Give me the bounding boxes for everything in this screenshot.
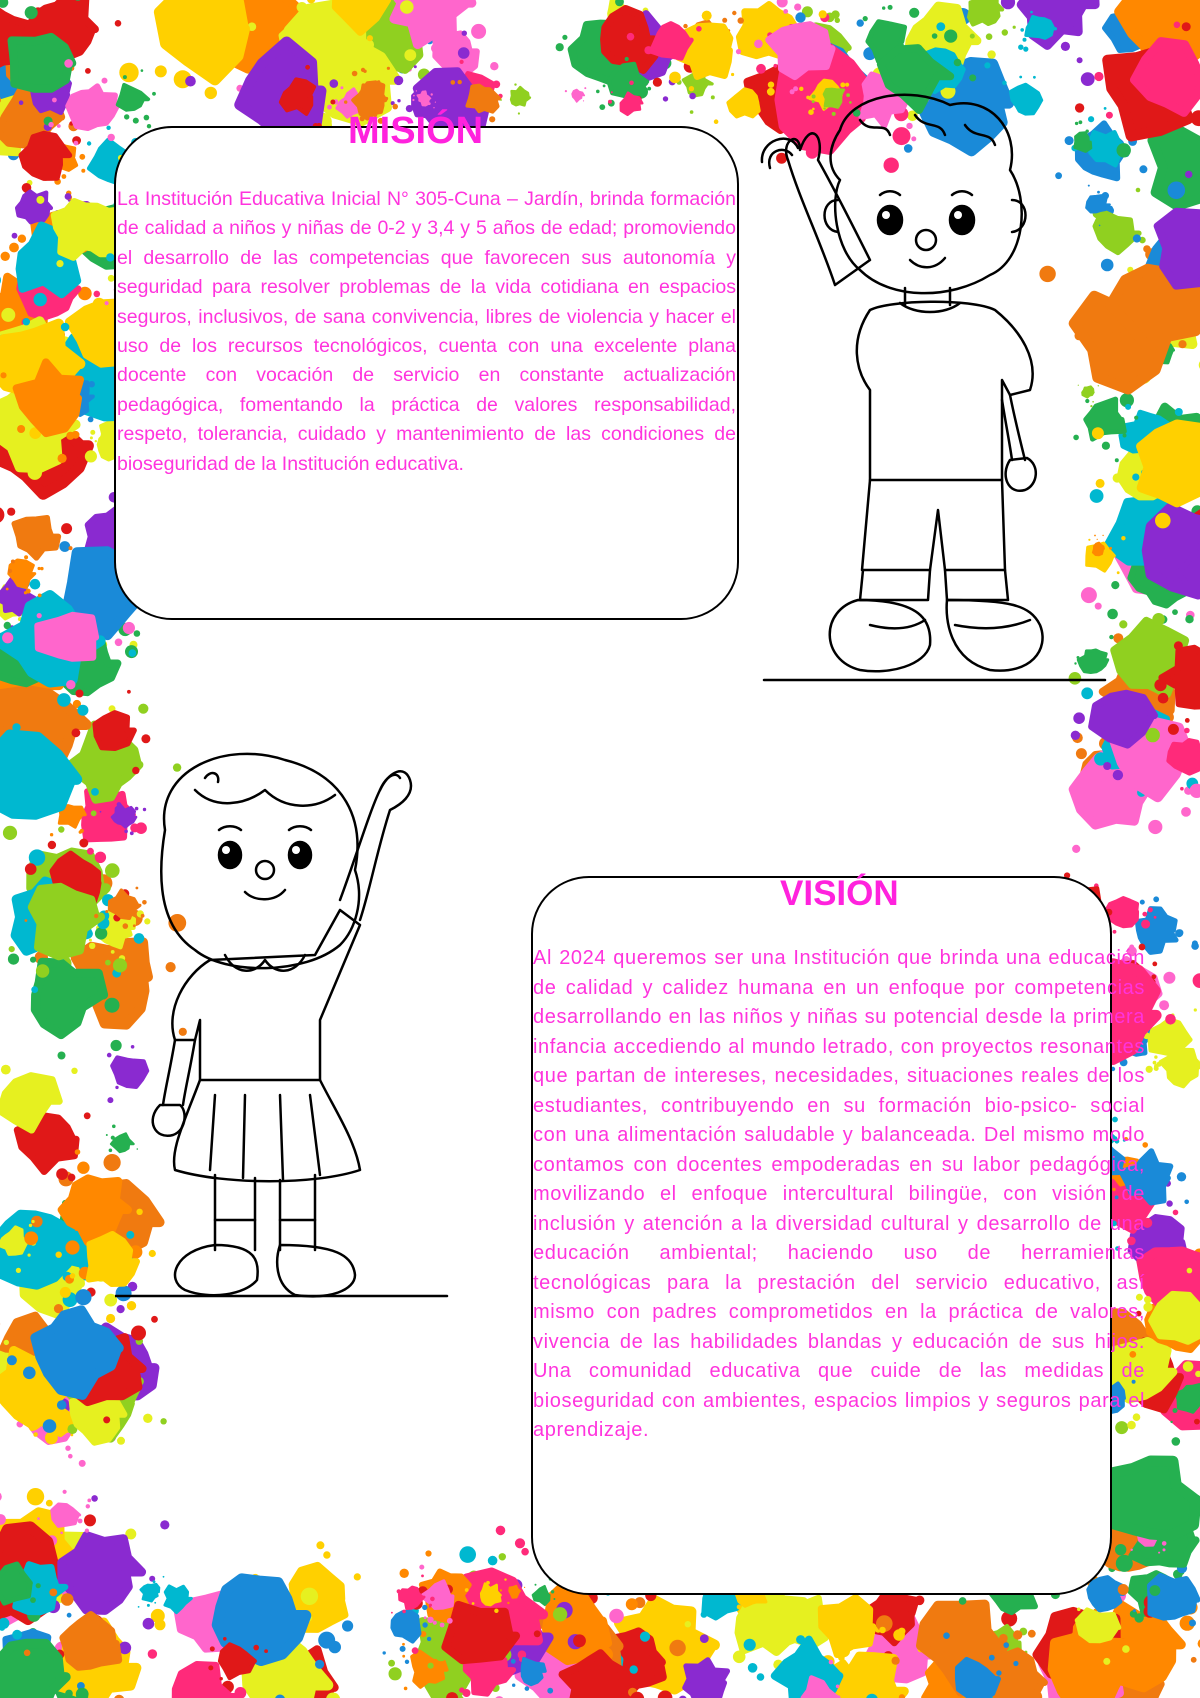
paint-splat: [1146, 1049, 1200, 1086]
boy-illustration: [740, 90, 1110, 710]
vision-title: VISIÓN: [780, 874, 899, 913]
mision-title: MISIÓN: [348, 110, 484, 152]
paint-splat: [500, 83, 530, 114]
paint-splat: [1001, 0, 1095, 86]
vision-text: Al 2024 queremos ser una Institución que brinda una educación de calidad y calidez humana en un enfoque por competencias desarrollando en las niños y niñas su potencial desde la primera infancia accediendo al mundo letrado, con proyectos resonantes que partan de intereses, necesidades, situaciones reales de los estudiantes, contribuyendo en su formación bio-psico- social con una alimentación saludable y balanceada. Del mismo modo contamos con docentes empoderadas en su labor pedagógica, movilizando el enfoque intercultural bilingüe, con visión de inclusión y atención a la diversidad cultural y desarrollo de una educación ambiental; haciendo uso de herramientas tecnológicas para la prestación del servicio educativo, así mismo con padres comprometidos en la práctica de valores, vivencia de las habilidades blandas y educación de sus hijos. Una comunidad educativa que cuide de las medidas de bioseguridad con ambientes, espacios limpios y seguros para el aprendizaje.: [533, 947, 1145, 1441]
mision-text: La Institución Educativa Inicial N° 305-Cuna – Jardín, brinda formación de calidad a niños y niñas de 0-2 y 3,4 y 5 años de edad; promoviendo el desarrollo de las competencias que favorecen sus autonomía y seguridad para resolver problemas de la vida cotidiana en espacios seguros, inclusivos, de sana convivencia, libres de violencia y hacer el uso de los recursos tecnológicos, cuenta con una excelente plana docente con vocación de servicio en constante actualización pedagógica, fomentando la práctica de valores responsabilidad, respeto, tolerancia, cuidado y mantenimiento de las condiciones de bioseguridad de la Institución educativa.: [117, 188, 736, 475]
paint-splat: [565, 87, 586, 102]
girl-illustration: [115, 750, 455, 1310]
